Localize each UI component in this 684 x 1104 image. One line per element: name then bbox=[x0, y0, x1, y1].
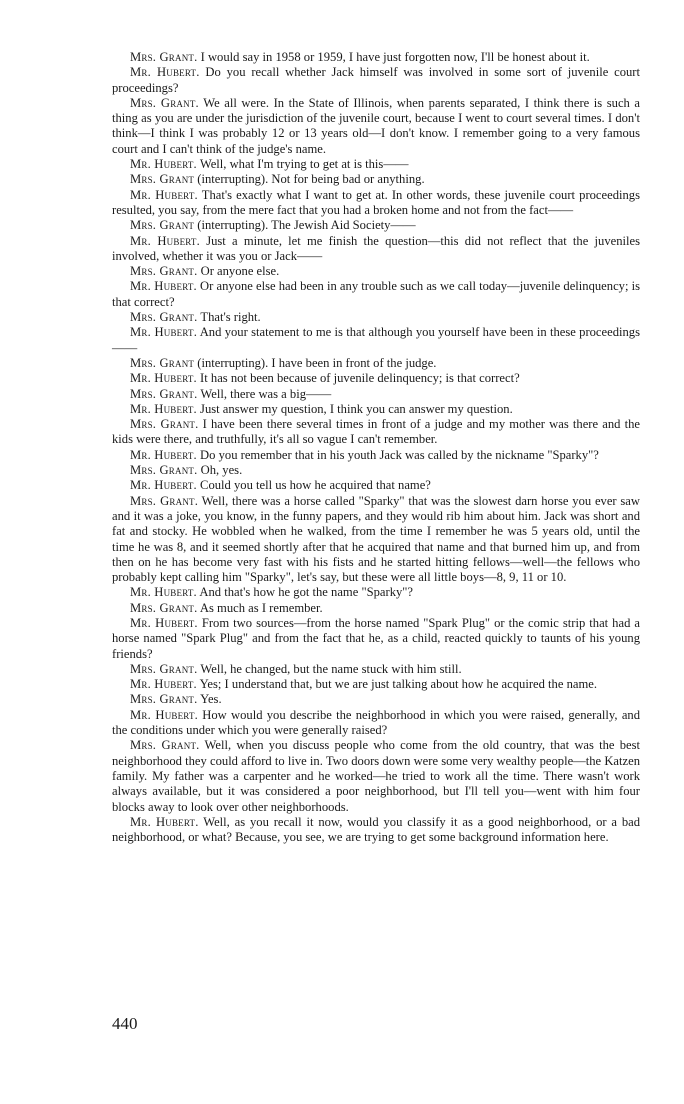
speaker-name: Mrs. Grant. bbox=[130, 463, 198, 478]
speaker-name: Mr. Hubert. bbox=[130, 279, 197, 294]
transcript-paragraph bbox=[112, 478, 640, 493]
testimony-text: Oh, yes. bbox=[197, 463, 243, 478]
transcript-paragraph bbox=[112, 157, 640, 172]
transcript-paragraph bbox=[112, 356, 640, 371]
testimony-text: Well, what I'm trying to get at is this—— bbox=[196, 157, 409, 172]
speaker-name: Mr. Hubert. bbox=[130, 585, 197, 600]
transcript-paragraph bbox=[112, 708, 640, 739]
testimony-text: How would you describe the neighborhood in which you were raised, generally, and the conditions under which you were generally raised? bbox=[112, 707, 640, 738]
speaker-name: Mr. Hubert. bbox=[130, 157, 197, 172]
testimony-text: Well, there was a horse called "Sparky" that was the slowest darn horse you ever saw and it was a joke, you know, in the funny papers, and they would rib him about him. Jack was short and fat and stocky. He wobbled when he walked, from the time I remember he was 5 years old, until the time he was 8, and it seemed shortly after that he acquired that name and that burned him up, and from then on he has become very fast with his fists and he started hitting fellows—well—the fellows who probably kept calling him "Sparky", let's say, but these were all little boys—8, 9, 11 or 10. bbox=[112, 493, 640, 585]
testimony-text: Yes. bbox=[197, 692, 222, 707]
transcript-paragraph bbox=[112, 692, 640, 707]
transcript-paragraph bbox=[112, 662, 640, 677]
transcript-paragraph bbox=[112, 218, 640, 233]
speaker-name: Mrs. Grant. bbox=[130, 661, 198, 676]
testimony-text: Well, as you recall it now, would you classify it as a good neighborhood, or a bad neighborhood, or what? Because, you see, we are trying to get some background information here. bbox=[112, 814, 640, 845]
transcript-paragraph bbox=[112, 417, 640, 448]
testimony-text: Do you remember that in his youth Jack was called by the nickname "Sparky"? bbox=[196, 447, 599, 462]
transcript-paragraph bbox=[112, 677, 640, 692]
speaker-name: Mr. Hubert. bbox=[130, 65, 200, 80]
testimony-text: And that's how he got the name "Sparky"? bbox=[196, 585, 414, 600]
transcript-paragraph bbox=[112, 494, 640, 586]
speaker-name: Mr. Hubert. bbox=[130, 401, 197, 416]
testimony-text: That's exactly what I want to get at. In other words, these juvenile court proceedings resulted, you say, from the mere fact that you had a broken home and not from the fact—— bbox=[112, 187, 640, 217]
transcript-paragraph bbox=[112, 96, 640, 157]
speaker-name: Mrs. Grant. bbox=[130, 264, 198, 279]
testimony-text: Yes; I understand that, but we are just talking about how he acquired the name. bbox=[196, 677, 598, 692]
testimony-text: And your statement to me is that although you yourself have been in these proceedings—— bbox=[112, 325, 640, 355]
speaker-name: Mrs. Grant. bbox=[130, 310, 198, 325]
testimony-text: As much as I remember. bbox=[197, 600, 323, 615]
speaker-name: Mrs. Grant. bbox=[130, 50, 198, 64]
speaker-name: Mr. Hubert. bbox=[130, 325, 198, 340]
testimony-text: (interrupting). The Jewish Aid Society—— bbox=[194, 218, 416, 233]
transcript-paragraph bbox=[112, 402, 640, 417]
transcript-paragraph bbox=[112, 387, 640, 402]
transcript-paragraph bbox=[112, 601, 640, 616]
testimony-text: I have been there several times in front of a judge and my mother was there and the kids were there, and truthfully, it's all so vague I can't remember. bbox=[112, 417, 640, 447]
testimony-text: That's right. bbox=[197, 310, 261, 325]
speaker-name: Mr. Hubert. bbox=[130, 233, 200, 248]
speaker-name: Mrs. Grant. bbox=[130, 493, 199, 508]
transcript-paragraph bbox=[112, 264, 640, 279]
speaker-name: Mrs. Grant. bbox=[130, 600, 198, 615]
transcript-paragraph bbox=[112, 371, 640, 386]
speaker-name: Mr. Hubert. bbox=[130, 447, 197, 462]
transcript-paragraph bbox=[112, 279, 640, 310]
speaker-name: Mr. Hubert. bbox=[130, 371, 197, 386]
transcript-paragraph bbox=[112, 738, 640, 814]
testimony-text: Do you recall whether Jack himself was involved in some sort of juvenile court proceedings? bbox=[112, 65, 640, 95]
transcript-paragraph bbox=[112, 616, 640, 662]
testimony-text: Or anyone else. bbox=[197, 264, 280, 279]
speaker-name: Mrs. Grant. bbox=[130, 417, 199, 432]
speaker-name: Mrs. Grant. bbox=[130, 738, 200, 753]
speaker-name: Mrs. Grant. bbox=[130, 95, 199, 110]
transcript-body bbox=[112, 50, 640, 845]
speaker-name: Mrs. Grant. bbox=[130, 692, 198, 707]
testimony-text: I would say in 1958 or 1959, I have just forgotten now, I'll be honest about it. bbox=[197, 50, 590, 64]
transcript-paragraph bbox=[112, 188, 640, 219]
testimony-text: Well, when you discuss people who come from the old country, that was the best neighborhood they could afford to live in. Two doors down were some very wealthy people—the Katzen family. My father was a carpenter and he worked—he tried to work all the time. There wasn't work always available, but it was considered a poor neighborhood, but I'll tell you—went with him four blocks away to look over other neighborhoods. bbox=[112, 738, 640, 814]
testimony-text: It has not been because of juvenile delinquency; is that correct? bbox=[196, 371, 520, 386]
testimony-text: Well, he changed, but the name stuck with him still. bbox=[197, 661, 462, 676]
transcript-paragraph bbox=[112, 65, 640, 96]
speaker-name: Mrs. Grant bbox=[130, 355, 195, 370]
speaker-name: Mr. Hubert. bbox=[130, 677, 197, 692]
speaker-name: Mr. Hubert. bbox=[130, 615, 198, 630]
testimony-text: Or anyone else had been in any trouble such as we call today—juvenile delinquency; is that correct? bbox=[112, 279, 640, 309]
speaker-name: Mrs. Grant bbox=[130, 172, 195, 187]
testimony-text: We all were. In the State of Illinois, when parents separated, I think there is such a thing as you are under the jurisdiction of the juvenile court, because I went to court several times. I don't think—I think I was probably 12 or 13 years old—I don't know. I remember going to a very famous court and I can't think of the judge's name. bbox=[112, 95, 641, 156]
transcript-paragraph bbox=[112, 325, 640, 356]
speaker-name: Mr. Hubert. bbox=[130, 707, 199, 722]
testimony-text: (interrupting). Not for being bad or anything. bbox=[194, 172, 425, 187]
speaker-name: Mr. Hubert. bbox=[130, 187, 198, 202]
testimony-text: (interrupting). I have been in front of the judge. bbox=[194, 355, 437, 370]
transcript-paragraph bbox=[112, 585, 640, 600]
speaker-name: Mr. Hubert. bbox=[130, 478, 197, 493]
transcript-paragraph bbox=[112, 815, 640, 846]
transcript-paragraph bbox=[112, 463, 640, 478]
speaker-name: Mr. Hubert. bbox=[130, 814, 199, 829]
page-number: 440 bbox=[112, 1014, 138, 1033]
transcript-paragraph bbox=[112, 448, 640, 463]
testimony-text: Could you tell us how he acquired that name? bbox=[196, 478, 431, 493]
testimony-text: From two sources—from the horse named "Spark Plug" or the comic strip that had a horse named "Spark Plug" and from the fact that he, as a child, reacted quickly to taunts of his young friends? bbox=[112, 615, 640, 661]
testimony-text: Just a minute, let me finish the question—this did not reflect that the juveniles involved, whether it was you or Jack—— bbox=[112, 233, 640, 263]
transcript-paragraph bbox=[112, 234, 640, 265]
testimony-text: Just answer my question, I think you can answer my question. bbox=[196, 401, 513, 416]
transcript-paragraph bbox=[112, 172, 640, 187]
speaker-name: Mrs. Grant. bbox=[130, 386, 198, 401]
transcript-paragraph bbox=[112, 310, 640, 325]
testimony-text: Well, there was a big—— bbox=[197, 386, 332, 401]
speaker-name: Mrs. Grant bbox=[130, 218, 195, 233]
transcript-paragraph bbox=[112, 50, 640, 65]
